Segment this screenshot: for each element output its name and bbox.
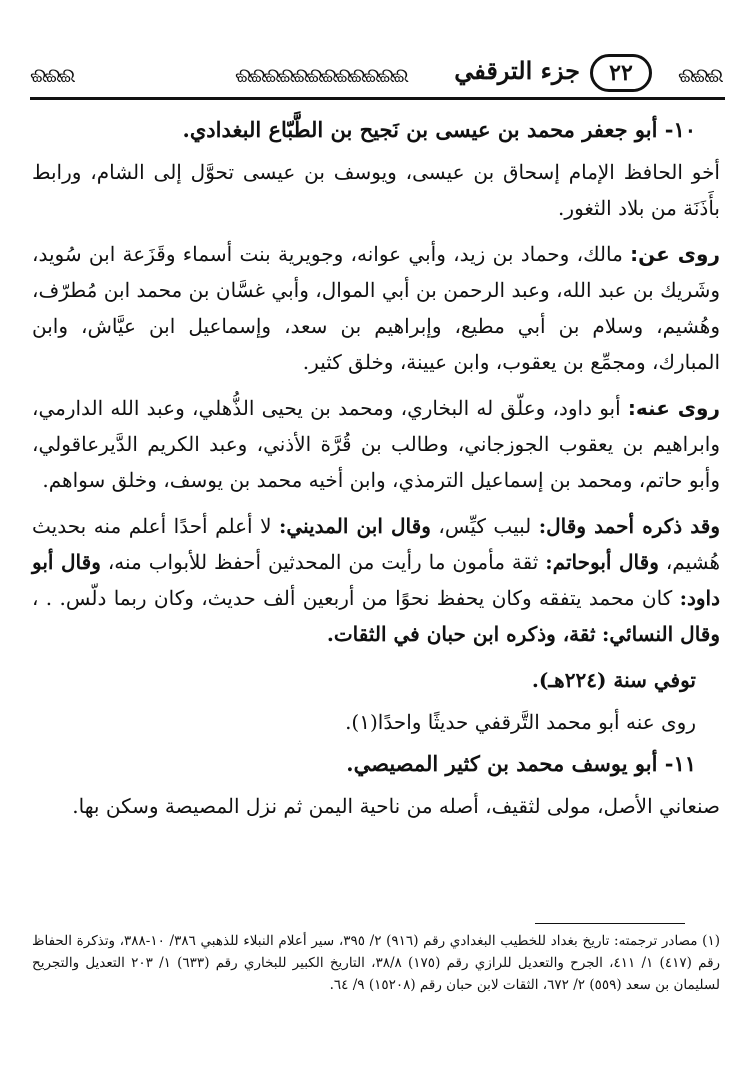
ornament-border-icon: ଈଈଈ <box>678 64 721 86</box>
narrated-from-paragraph <box>32 236 720 380</box>
page-header <box>20 52 735 100</box>
entry-heading: ١١- أبو يوسف محمد بن كثير المصيصي. <box>346 751 696 776</box>
entry-heading: ١٠- أبو جعفر محمد بن عيسى بن نَجيح بن الطَّبّاع البغدادي. <box>182 117 696 142</box>
page-number: ٢٢ <box>590 54 652 92</box>
nasai-text: ثقة، وذكره ابن حبان في الثقات. <box>326 622 596 646</box>
abu-hatim-text: ثقة مأمون ما رأيت من المحدثين أحفظ للأبواب منه، <box>107 550 539 574</box>
assessments-paragraph <box>32 508 720 652</box>
ahmad-label: وقد ذكره أحمد وقال: <box>538 514 721 538</box>
death-date: توفي سنة (٢٢٤هـ). <box>531 668 696 692</box>
narration-note: روى عنه أبو محمد التَّرقفي حديثًا واحدًا(١). <box>345 710 696 734</box>
ornament-border-icon: ଈଈଈଈଈଈଈଈଈଈଈଈ <box>235 64 407 86</box>
narrated-by-paragraph <box>32 390 720 498</box>
narrated-by-text: أبو داود، وعلّق له البخاري، ومحمد بن يحيى الذُّهلي، وعبد الله الدارمي، وابراهيم بن يعقوب الجوزجاني، وطالب بن قُرَّة الأذني، وعبد الكريم الدَّيرعاقولي، وأبو حاتم، ومحمد بن إسماعيل الترمذي، وابن أخيه محمد بن يوسف، وخلق سواهم. <box>32 396 720 492</box>
abu-dawud-label: وقال أبو داود: <box>32 550 720 610</box>
abu-hatim-label: وقال أبوحاتم: <box>545 550 659 574</box>
entry-intro: صنعاني الأصل، مولى لثقيف، أصله من ناحية اليمن ثم نزل المصيصة وسكن بها. <box>72 794 720 818</box>
header-rule <box>30 97 725 100</box>
narrated-from-text: مالك، وحماد بن زيد، وأبي عوانه، وجويرية بنت أسماء وقَزَعة ابن سُويد، وشَريك بن عبد الله، وعبد الرحمن بن أبي الموال، وأبي غسَّان بن محمد ابن مُطرّف، وهُشيم، وسلام بن أبي مطيع، وإبراهيم بن سعد، وإسماعيل ابن عيَّاش، وابن المبارك، ومجمِّع بن يعقوب، وابن عيينة، وخلق كثير. <box>32 242 720 374</box>
footnote-rule <box>535 923 685 924</box>
ornament-border-icon: ଈଈଈ <box>30 64 73 86</box>
abu-dawud-text: كان محمد يتفقه وكان يحفظ نحوًا من أربعين ألف حديث، وكان ربما دلّس. . ، <box>32 586 673 610</box>
main-text <box>32 112 720 834</box>
running-title: جزء الترقفي <box>454 56 580 85</box>
entry-intro: أخو الحافظ الإمام إسحاق بن عيسى، ويوسف بن عيسى تحوَّل إلى الشام، ورابط بأَذَنَة من بلاد الثغور. <box>32 160 720 220</box>
ahmad-text: لبيب كيِّس، <box>438 514 532 538</box>
nasai-label: وقال النسائي: <box>601 622 720 646</box>
narrated-by-label: روى عنه: <box>627 396 720 420</box>
ibn-madini-text: لا أعلم أحدًا أعلم منه بحديث هُشيم، <box>32 514 721 574</box>
narrated-from-label: روى عن: <box>630 242 720 266</box>
ibn-madini-label: وقال ابن المديني: <box>279 514 431 538</box>
footnote: (١) مصادر ترجمته: تاريخ بغداد للخطيب البغدادي رقم (٩١٦) ٢/ ٣٩٥، سير أعلام النبلاء للذهبي ٣٨٦/ ١٠-٣٨٨، وتذكرة الحفاظ رقم (٤١٧) ١/ ٤١١، الجرح والتعديل للرازي رقم (١٧٥) ٣٨/٨، التاريخ الكبير للبخاري رقم (٦٣٣) ١/ ٢٠٣ التعديل والتجريح لسليمان بن سعد (٥٥٩) ٢/ ٦٧٢، الثقات لابن حبان رقم (١٥٢٠٨) ٩/ ٦٤. <box>32 933 721 993</box>
